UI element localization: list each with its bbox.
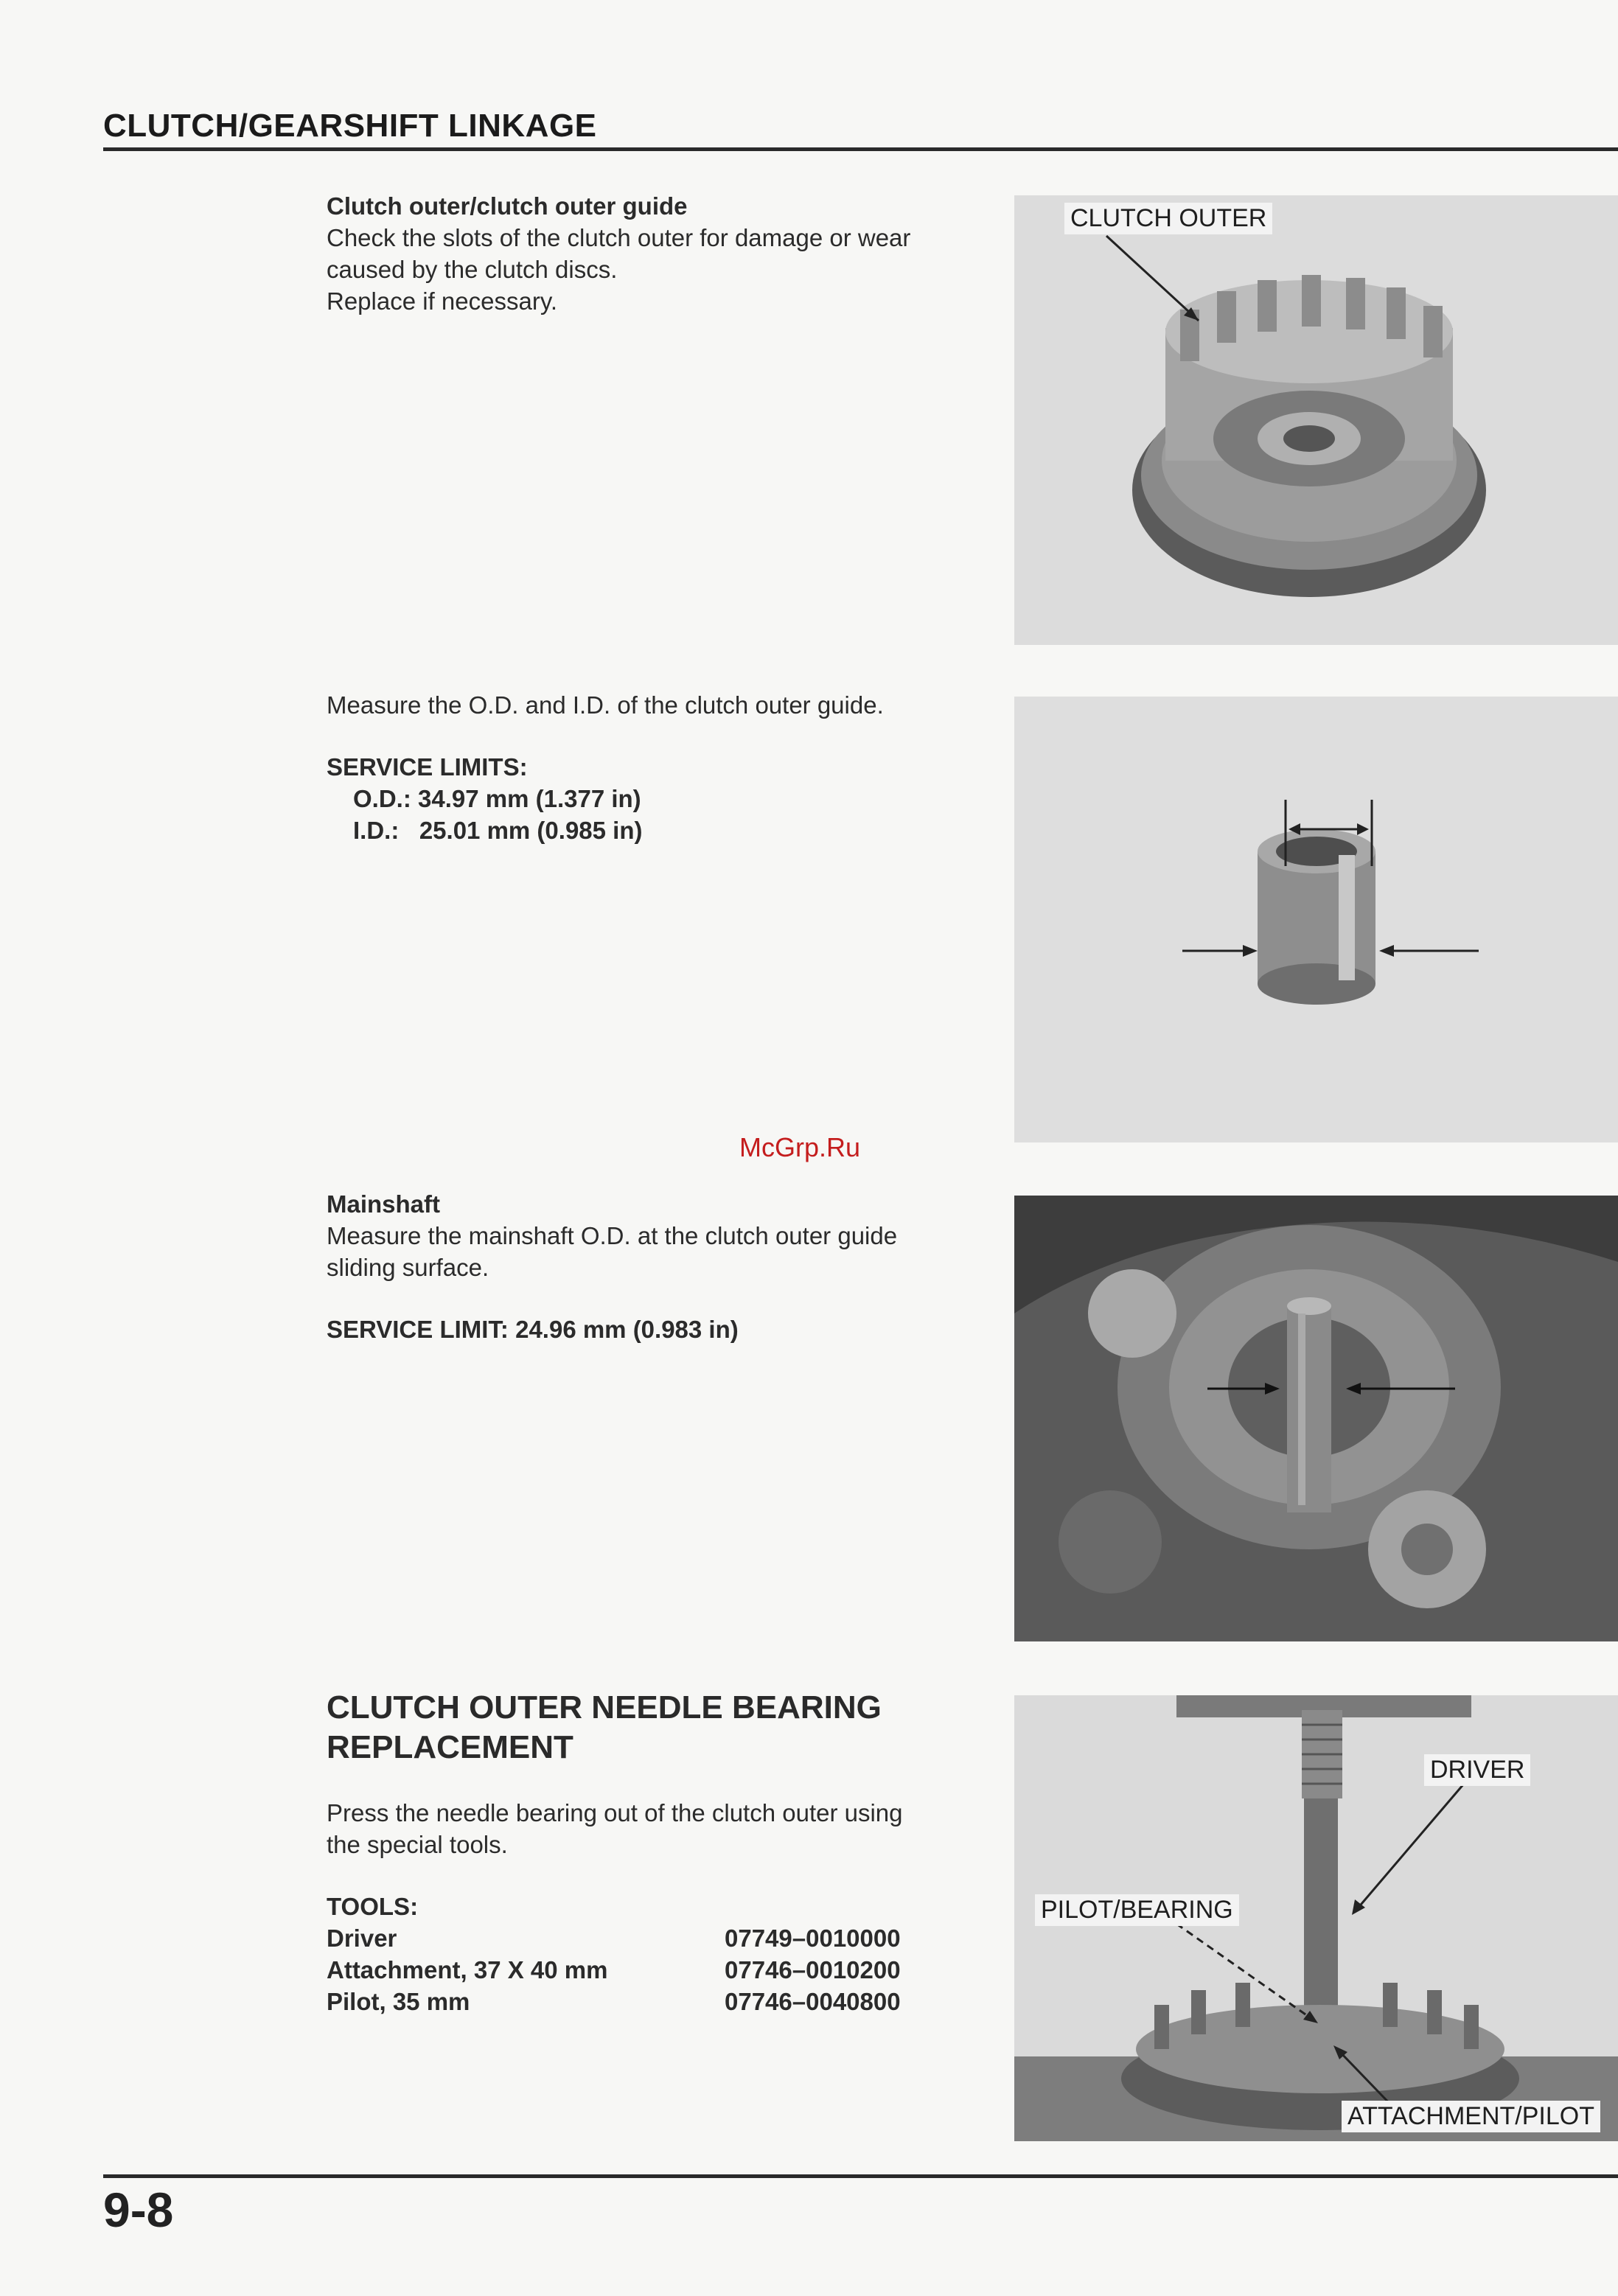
text-line: Press the needle bearing out of the clutch outer using — [327, 1799, 903, 1826]
figure-label-clutch-outer: CLUTCH OUTER — [1064, 203, 1272, 234]
tool-row — [327, 1922, 990, 1954]
section-needle-bearing-body — [327, 1797, 990, 2017]
tool-name: Attachment, 37 X 40 mm — [327, 1956, 608, 1983]
page-number: 9-8 — [103, 2182, 174, 2237]
header-rule — [103, 147, 1618, 151]
tool-name: Driver — [327, 1925, 397, 1952]
tool-row — [327, 1986, 990, 2017]
outer-guide-photo — [1014, 697, 1618, 1142]
section-clutch-outer — [327, 190, 990, 317]
section-mainshaft — [327, 1188, 990, 1345]
text-line: the special tools. — [327, 1831, 508, 1858]
clutch-outer-photo — [1014, 195, 1618, 645]
text-line: sliding surface. — [327, 1254, 489, 1281]
text-line: Check the slots of the clutch outer for damage or wear — [327, 224, 911, 251]
section-title-line: REPLACEMENT — [327, 1729, 573, 1765]
mainshaft-photo — [1014, 1196, 1618, 1641]
tool-number: 07746–0040800 — [725, 1988, 901, 2015]
tool-name: Pilot, 35 mm — [327, 1988, 470, 2015]
text-line: Measure the mainshaft O.D. at the clutch outer guide — [327, 1222, 898, 1249]
watermark: McGrp.Ru — [739, 1132, 861, 1162]
figure-label-attachment-pilot: ATTACHMENT/PILOT — [1342, 2101, 1600, 2132]
tool-row — [327, 1954, 990, 1986]
tools-title: TOOLS: — [327, 1893, 419, 1920]
figure-label-pilot-bearing: PILOT/BEARING — [1035, 1894, 1239, 1926]
service-limit-id: I.D.: 25.01 mm (0.985 in) — [353, 817, 643, 844]
tool-number: 07746–0010200 — [725, 1956, 901, 1983]
section-heading: Clutch outer/clutch outer guide — [327, 192, 688, 220]
figure-label-driver: DRIVER — [1424, 1754, 1530, 1786]
footer-rule — [103, 2174, 1618, 2178]
page-header-title: CLUTCH/GEARSHIFT LINKAGE — [103, 108, 597, 144]
section-outer-guide — [327, 689, 990, 846]
needle-bearing-photo — [1014, 1695, 1618, 2141]
text-line: Measure the O.D. and I.D. of the clutch outer guide. — [327, 691, 884, 719]
service-limit-mainshaft: SERVICE LIMIT: 24.96 mm (0.983 in) — [327, 1316, 739, 1343]
section-heading: Mainshaft — [327, 1190, 441, 1218]
tool-number: 07749–0010000 — [725, 1925, 901, 1952]
text-line: caused by the clutch discs. — [327, 256, 618, 283]
service-limit-od: O.D.: 34.97 mm (1.377 in) — [353, 785, 641, 812]
section-title-needle-bearing — [327, 1688, 990, 1768]
text-line: Replace if necessary. — [327, 287, 558, 315]
service-limits-title: SERVICE LIMITS: — [327, 753, 528, 781]
section-title-line: CLUTCH OUTER NEEDLE BEARING — [327, 1689, 882, 1726]
